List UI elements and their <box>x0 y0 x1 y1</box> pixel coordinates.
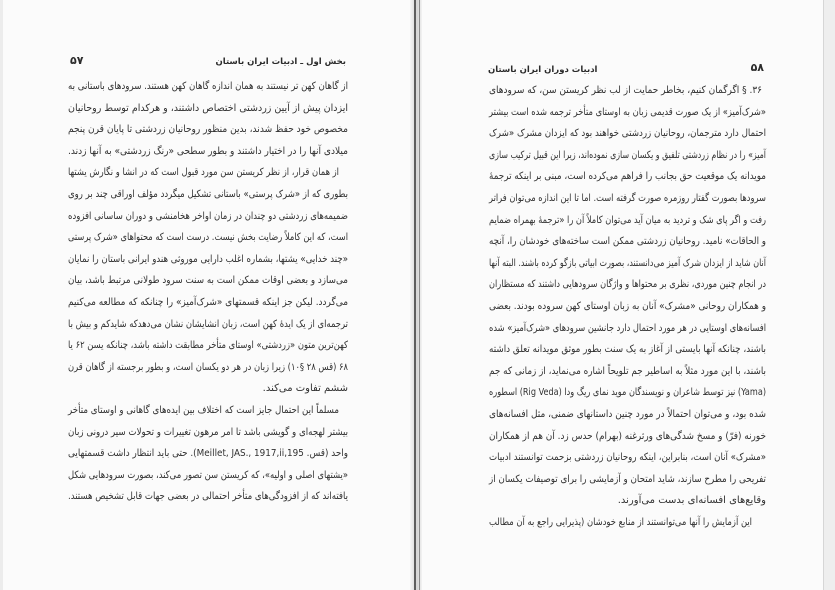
text-line: باشند، چنانکه آنها بایستی از آغاز به یک سنت بطور موثق مویدانه تعلق داشته <box>489 344 766 356</box>
paragraph <box>68 76 348 162</box>
text-line: مویدانه یک موقعیت حق بجانب را فراهم می‌کرده است، مبنی بر اینکه ترجمهٔ <box>489 171 766 183</box>
scan-edge-right <box>823 0 835 590</box>
page-left <box>3 0 410 590</box>
text-line: می‌سازد و بعضی اوقات ممکن است به سنت سرود طولانی مرتبط باشد، بیان <box>68 275 348 287</box>
text-line: و الحاقات» نامید. روحانیان زردشتی ممکن است ساخته‌های خودشان را، آنچه <box>489 236 766 248</box>
page-number: ۵۷ <box>70 54 84 67</box>
text-line: تفریحی را مطرح سازند، شاید امتحان و آزمایشی را برای توصیفات یکسان از <box>489 473 766 485</box>
text-line: در انجام چنین موردی، نظری بر محتواها و واژگان سرودهایی داشتند که مستظاران <box>489 279 766 291</box>
text-line: «مشرک» آنان است، بنابراین، اینکه روحانیان زردشتی بزحمت توانستند ادبیات <box>489 452 766 464</box>
text-line: مسلماً این احتمال جایز است که اختلاف بین ایده‌های گاهانی و اوستای متأخر <box>68 404 339 416</box>
text-line: سرودها بصورت گفتار روزمره صورت گرفته است. اما تا این اندازه می‌توان فراتر <box>489 192 766 204</box>
text-line: بیشتر لهجه‌ای و گویشی باشد تا امر مرهون تغییرات و تحولات سیر درونی زبان <box>68 426 349 438</box>
text-line: رفت و اگر پای شک و تردید به میان آید می‌توان کاملاً آن را «ترجمهٔ بهمراه ضمایم <box>489 214 766 226</box>
text-line: ضمیمه‌های زردشتی دو چندان در زمان اواخر هخامنشی و دوران ساسانی افزوده <box>67 210 348 222</box>
page-body <box>68 76 348 508</box>
text-line: ۳۶. § اگرگمان کنیم، بخاطر حمایت از لب نظر کریستن سن، که سرودهای <box>489 85 762 96</box>
text-line: باشند، با این مورد مثلاً به اساطیر جم تلویحاً اشاره می‌نماید، از زمانی که جم <box>489 365 766 377</box>
text-line: است، که این کاملاً رضایت بخش نیست. درست است که محتواهای «شرک پرستی <box>68 232 348 244</box>
text-line: آنان شاید از ایزدان شرک آمیز می‌دانستند، بصورت ابیاتی بازگو کرده باشند. البته آنها <box>489 257 766 269</box>
text-line: یافته‌اند که از افزودگی‌های متأخر احتمالی در بعضی جهات قابل تشخیص هستند. <box>68 491 348 503</box>
text-line: ایزدان پیش از آیین زردشتی اختصاص داشتند، و هرکدام توسط روحانیان <box>68 102 348 114</box>
page-number: ۵۸ <box>750 61 764 74</box>
text-line: کهن‌ترین متون «زردشتی» اوستای متأخر مطابقت داشته باشد، چنانکه یسن ۶۲ یا <box>68 340 348 352</box>
text-line: ۶۸ (قس ۲۸ §۱۰) زیرا زبان در هر دو یکسان است، و بطور برجسته از گاهان قرن <box>68 361 348 373</box>
text-line: میلادی آنها را در اختیار داشتند و بطور سطحی «رنگ زردشتی» به آنها زدند. <box>68 145 349 157</box>
running-header: ادبیات دوران ایران باستان <box>488 65 598 75</box>
text-line: این آزمایش را آنها می‌توانستند از منابع خودشان (پذیرایی راجع به آن مطالب <box>489 516 752 528</box>
text-line: از همان قرار، از نظر کریستن سن مورد قبول است که در انشا و نگارش یشتها <box>68 167 339 179</box>
text-line: بطوری که از «شرک پرستی» باستانی تشکیل میگردد مؤلف اوراقی چند بر روی <box>68 188 348 200</box>
text-line: افسانه‌های اوستایی در هر مورد احتمال دارد جانشین سرودهای «شرک‌آمیز» شده <box>489 322 766 334</box>
text-line: وقایع‌های افسانه‌ای بدست می‌آورند. <box>617 495 766 507</box>
text-line: (Yama) نیز توسط شاعران و نویسندگان موید نمای ریگ ودا (Rig Veda) اسطوره <box>489 387 766 399</box>
text-line: ششم تفاوت می‌کند. <box>262 383 348 395</box>
gutter-line <box>419 0 420 590</box>
text-line: واحد (قس. Meillet, JAS., 1917,ii,195). حتی باید انتظار داشت قسمتهایی <box>68 448 348 460</box>
text-line: می‌گردد. لیکن جز اینکه قسمتهای «شرک‌آمیز» را چنانکه که مطالعه می‌کنیم <box>68 296 349 308</box>
text-line: خورنه (فرّ) و مسخ شدگی‌های ورثرغنه (بهرام) حدس زد. آن هم از همکاران <box>489 430 766 442</box>
text-line: «یشتهای اصلی و اولیه»، که کریستن سن تصور می‌کند، بصورت سرودهایی شکل <box>68 469 348 481</box>
page-gutter <box>410 0 422 590</box>
running-header: بخش اول ـ ادبیات ایران باستان <box>215 57 346 67</box>
gutter-line <box>414 0 416 590</box>
paragraph <box>68 162 348 400</box>
text-line: ترجمه‌ای از یک ایدهٔ کهن است، زبان انشایشان نشان می‌دهدکه شایدکم و بیش با <box>68 318 348 330</box>
text-line: «چند خدایی» یشتها، بشماره اغلب دارایی موروثی هندو ایرانی باستان را نمایان <box>68 253 349 265</box>
text-line: آمیز» را در نظام زردشتی تلفیق و یکسان سازی نموده‌اند، زیرا این قبیل ترکیب سازی <box>489 149 766 161</box>
text-line: از گاهان کهن تر نیستند به همان اندازه گاهان کهن هستند. سرودهای باستانی به <box>68 81 348 92</box>
text-line: «شرک‌آمیز» از یک صورت قدیمی زبان به اوستای متأخر ترجمه شده است بیشتر <box>489 106 766 118</box>
text-line: شده بود، و می‌توان احتمالاً در مورد چنین داستانهای ضمنی، مثل افسانه‌های <box>489 408 766 420</box>
text-line: و همکاران روحانی «مشرک» آنان به زبان اوستای کهن سروده بودند. بعضی <box>489 300 766 312</box>
page-right <box>422 0 822 590</box>
paragraph <box>489 80 766 512</box>
text-line: احتمال دارد مترجمان، روحانیان زردشتی خواهند بود که ایزدان مشرک «شرک <box>489 128 766 140</box>
paragraph <box>489 512 766 534</box>
page-body <box>489 80 766 533</box>
text-line: مخصوص خود حفظ شدند، بدین منظور روحانیان زردشتی تا پایان قرن پنجم <box>68 124 348 136</box>
paragraph <box>68 400 348 508</box>
